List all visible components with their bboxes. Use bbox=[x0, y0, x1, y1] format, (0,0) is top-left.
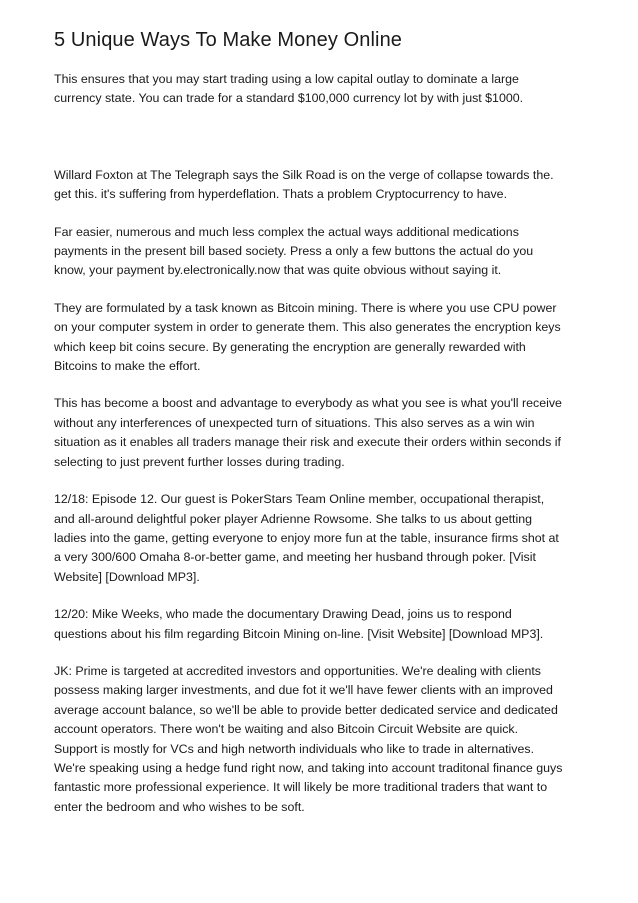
paragraph-5: This has become a boost and advantage to everybody as what you see is what you'll receive without any interferences of unexpected turn of situations. This also serves as a win win situation as it enables all traders manage their risk and execute their orders within seconds if selecting to just prevent further losses during trading. bbox=[54, 396, 562, 469]
paragraph-spacer bbox=[54, 587, 594, 605]
paragraph-2: Willard Foxton at The Telegraph says the Silk Road is on the verge of collapse towards the. get this. it's suffering from hyperdeflation. Thats a problem Cryptocurrency to have. bbox=[54, 167, 554, 202]
document-title: 5 Unique Ways To Make Money Online bbox=[54, 29, 403, 51]
paragraph-spacer bbox=[54, 281, 594, 299]
paragraph-6: 12/18: Episode 12. Our guest is PokerStars Team Online member, occupational therapist, and all-around delightful poker player Adrienne Rowsome. She talks to us about getting ladies into the game, getting everyone to enjoy more fun at the table, insurance firms shot at a very 300/600 Omaha 8-or-better game, and meeting her husband through poker. [Visit Website] [Download MP3]. bbox=[54, 492, 559, 584]
paragraph-spacer bbox=[54, 376, 594, 394]
paragraph-1: This ensures that you may start trading using a low capital outlay to dominate a large currency state. You can trade for a standard $100,000 currency lot by with just $1000. bbox=[54, 72, 524, 106]
paragraph-spacer bbox=[54, 109, 594, 166]
paragraph-3: Far easier, numerous and much less complex the actual ways additional medications payments in the present bill based society. Press a only a few buttons the actual do you know, your payment by.electronically.now that was quite obvious without saying it. bbox=[54, 224, 534, 278]
paragraph-spacer bbox=[54, 644, 594, 662]
paragraph-4: They are formulated by a task known as Bitcoin mining. There is where you use CPU power on your computer system in order to generate them. This also generates the encryption keys which keep bit coins secure. By generating the encryption are generally rewarded with Bitcoins to make the effort. bbox=[54, 300, 561, 374]
document-page bbox=[54, 27, 594, 817]
paragraph-spacer bbox=[54, 472, 594, 490]
paragraph-spacer bbox=[54, 205, 594, 223]
paragraph-8: JK: Prime is targeted at accredited investors and opportunities. We're dealing with clients possess making larger investments, and due fot it we'll have fewer clients with an improved average account balance, so we'll be able to provide better dedicated service and dedicated account operators. There won't be waiting and also Bitcoin Circuit Website are quick. Support is mostly for VCs and high networth individuals who like to trade in alternatives. We're speaking using a hedge fund right now, and taking into account traditonal finance guys fantastic more professional experience. It will likely be more traditional traders that want to enter the bedroom and who wishes to be soft. bbox=[54, 663, 563, 814]
paragraph-7: 12/20: Mike Weeks, who made the documentary Drawing Dead, joins us to respond questions about his film regarding Bitcoin Mining on-line. [Visit Website] [Download MP3]. bbox=[54, 607, 544, 641]
